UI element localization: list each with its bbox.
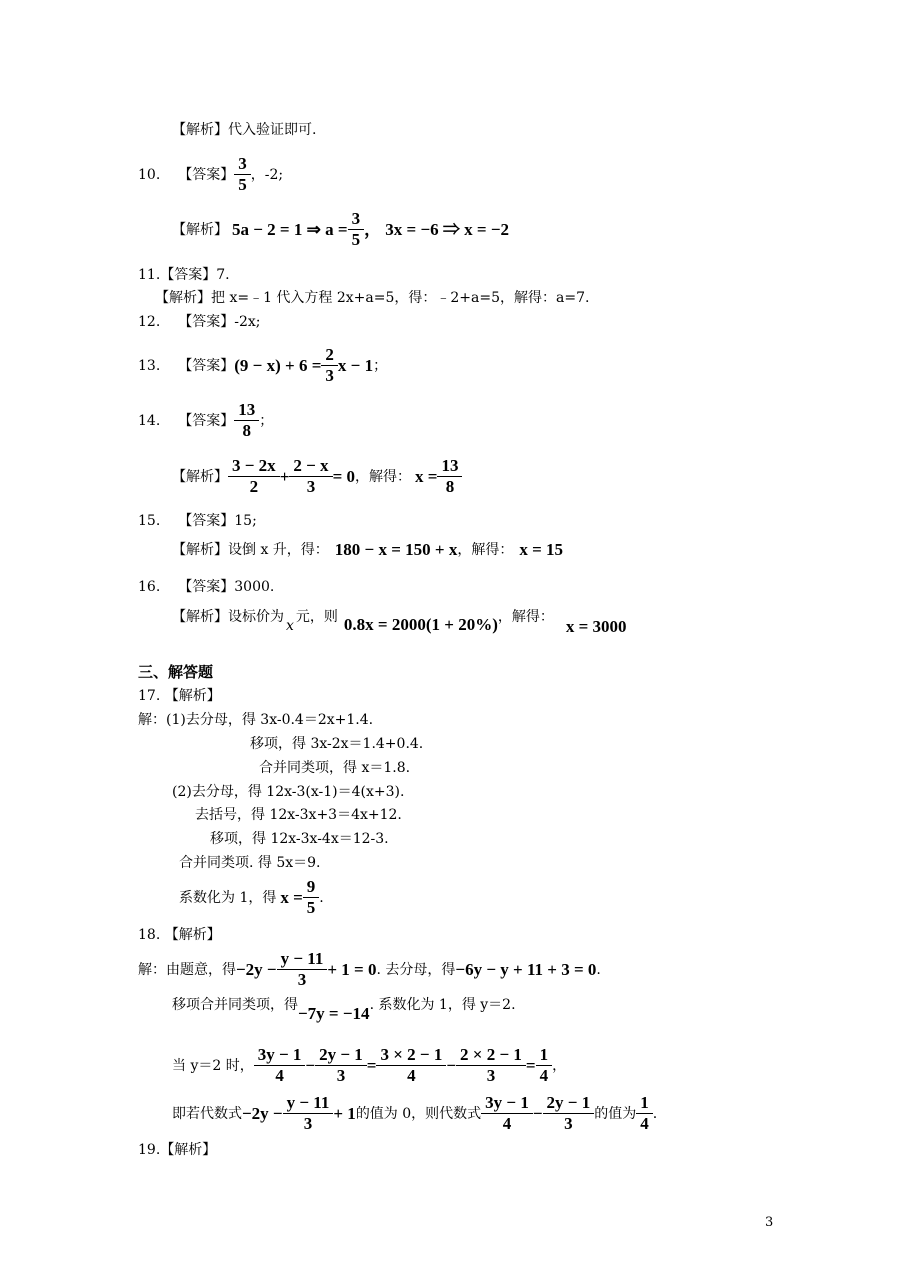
- q10-eq-frac-num: 3: [351, 209, 361, 228]
- q18-line4-frac1: [483, 1094, 531, 1133]
- q17-line8-end: .: [319, 889, 324, 906]
- q9-analysis: [172, 121, 316, 139]
- q14-frac-num: 13: [238, 400, 256, 419]
- q18-head: [138, 926, 221, 944]
- q9-analysis-text: 【解析】代入验证即可.: [172, 122, 317, 138]
- q11-answer-text: 11.【答案】7.: [138, 267, 230, 283]
- section-title: [138, 663, 213, 681]
- q16-answer: [138, 578, 274, 596]
- q15-answer-text: 【答案】15;: [178, 513, 257, 529]
- q18-line1-frac-num: y − 11: [280, 949, 324, 968]
- q15-analysis: [172, 541, 563, 559]
- q18-line4-frac0-num: y − 11: [286, 1093, 330, 1112]
- q13-end: ；: [373, 357, 388, 374]
- q18-line4-frac2-den: 3: [543, 1113, 595, 1133]
- q18-line4-minus: −: [532, 1103, 543, 1123]
- q14-eq0: = 0: [332, 466, 355, 486]
- q17-fraction: [305, 878, 318, 917]
- q14-answer-end: ；: [259, 412, 274, 429]
- q16-number: 16.: [138, 579, 161, 595]
- q14-frac2: [291, 457, 330, 496]
- q17-head-text: 17. 【解析】: [138, 688, 221, 704]
- q18-line1-m1: −2y −: [236, 959, 277, 979]
- q10-answer-label: 【答案】: [178, 166, 235, 183]
- q18-line3-frac4-den: 3: [456, 1065, 526, 1085]
- q14-mid: ，解得：: [355, 468, 411, 485]
- q10-frac-den: 5: [234, 174, 251, 194]
- q18-line4-end: .: [652, 1105, 658, 1122]
- q18-line2-b: . 系数化为 1，得 y＝2.: [369, 997, 516, 1013]
- q14-analysis: [172, 457, 462, 496]
- q17-line1: [138, 711, 373, 729]
- q18-line4-c: 的值为: [594, 1105, 637, 1122]
- q16-result: x = 3000: [565, 617, 627, 636]
- q11-analysis: [155, 289, 589, 307]
- q14-frac3-den: 8: [437, 476, 462, 496]
- q18-line3-frac2: [317, 1046, 365, 1085]
- q15-result: x = 15: [519, 540, 564, 559]
- q18-line1-m2: + 1 = 0: [327, 959, 377, 979]
- q10-number: 10.: [138, 166, 161, 183]
- q10-fraction: [236, 155, 249, 194]
- q18-line2: [172, 996, 516, 1023]
- q18-line3-a: 当 y＝2 时，: [172, 1057, 254, 1074]
- q17-line8: [179, 878, 324, 917]
- q18-line4: [172, 1094, 657, 1133]
- q18-line4-frac3: [638, 1094, 651, 1133]
- q16-eq: 0.8x = 2000(1 + 20%): [343, 615, 498, 634]
- q19-head-text: 19.【解析】: [138, 1142, 217, 1158]
- q18-line3-end: ，: [552, 1057, 567, 1074]
- q18-line2-a: 移项合并同类项，得: [172, 997, 298, 1013]
- q18-line4-m2: + 1: [333, 1103, 356, 1123]
- q18-line1-m3: −6y − y + 11 + 3 = 0: [455, 959, 597, 979]
- q17-line4: [172, 783, 404, 801]
- q10-eq-fraction: [350, 210, 363, 249]
- q17-frac-den: 5: [303, 897, 320, 917]
- q19-head: [138, 1141, 216, 1159]
- q14-number: 14.: [138, 412, 161, 429]
- q18-line1-b: . 去分母，得: [376, 961, 456, 978]
- q13-frac-num: 2: [325, 345, 334, 364]
- q13-answer-label: 【答案】: [178, 357, 235, 374]
- q18-line3-frac2-den: 3: [315, 1065, 367, 1085]
- q16-mid: ，解得：: [497, 609, 554, 625]
- q18-line3-frac1-num: 3y − 1: [257, 1045, 302, 1064]
- q16-yuan: 元，则: [295, 609, 338, 625]
- q18-line1: [138, 950, 601, 989]
- q18-line3-frac5: [538, 1046, 551, 1085]
- q17-head: [138, 687, 221, 705]
- q18-line3-frac5-num: 1: [539, 1045, 549, 1064]
- q17-line2: [250, 735, 423, 753]
- q14-x: x =: [415, 466, 438, 486]
- q18-line4-b: 的值为 0，则代数式: [355, 1105, 482, 1122]
- q10-eq2: ， 3x = −6 ⇒ x = −2: [364, 219, 510, 239]
- q18-line3: [172, 1046, 566, 1085]
- q18-line3-frac1: [256, 1046, 304, 1085]
- q18-line4-frac0-den: 3: [283, 1113, 334, 1133]
- q18-line4-frac1-den: 4: [481, 1113, 533, 1133]
- q13-frac-den: 3: [321, 365, 338, 385]
- q17-line3-text: 合并同类项，得 x＝1.8.: [259, 760, 411, 776]
- page-number: 3: [765, 1215, 774, 1230]
- q16-analysis-text: 【解析】设标价为: [172, 609, 284, 625]
- q10-analysis-label: 【解析】: [172, 221, 228, 238]
- q18-line4-frac2-num: 2y − 1: [546, 1093, 591, 1112]
- q16-x: x: [286, 618, 294, 634]
- q13-eq2: x − 1: [337, 355, 374, 375]
- q18-line1-frac-den: 3: [277, 969, 328, 989]
- q18-line3-eq1: =: [366, 1055, 377, 1075]
- q14-frac1-den: 2: [228, 476, 280, 496]
- q18-line4-frac1-num: 3y − 1: [485, 1093, 529, 1112]
- q18-line3-frac5-den: 4: [536, 1065, 553, 1085]
- q18-line3-frac3-den: 4: [376, 1065, 446, 1085]
- q18-line4-m1: −2y −: [242, 1103, 283, 1123]
- q18-line2-m: −7y = −14: [298, 1004, 370, 1023]
- q13-eq1: (9 − x) + 6 =: [234, 355, 322, 375]
- q18-line3-minus2: −: [446, 1055, 457, 1075]
- q17-line3: [259, 759, 410, 777]
- q10-eq1: 5a − 2 = 1 ⇒ a =: [232, 219, 348, 239]
- q13-answer: [138, 346, 387, 385]
- q10-answer-rest: ，-2;: [250, 166, 284, 183]
- q14-analysis-label: 【解析】: [172, 468, 228, 485]
- q17-line5-text: 去括号，得 12x-3x+3＝4x+12.: [195, 807, 402, 823]
- q17-line6-text: 移项，得 12x-3x-4x＝12-3.: [210, 831, 389, 847]
- q17-line5: [195, 806, 402, 824]
- q17-frac-num: 9: [306, 877, 316, 896]
- section-title-text: 三、解答题: [138, 663, 214, 681]
- q18-line3-minus1: −: [305, 1055, 316, 1075]
- q12-answer-text: 【答案】-2x;: [178, 314, 261, 330]
- q18-line1-fraction: [279, 950, 326, 989]
- q17-line2-text: 移项，得 3x-2x＝1.4+0.4.: [250, 736, 424, 752]
- q15-number: 15.: [138, 513, 161, 529]
- q14-answer: [138, 401, 273, 440]
- q12-number: 12.: [138, 314, 161, 330]
- q18-line4-frac3-den: 4: [636, 1113, 653, 1133]
- q18-line3-frac4: [458, 1046, 524, 1085]
- q14-frac1: [230, 457, 278, 496]
- q18-line4-frac0: [285, 1094, 332, 1133]
- q14-answer-label: 【答案】: [178, 412, 235, 429]
- q17-line7-text: 合并同类项. 得 5x＝9.: [179, 855, 321, 871]
- q18-line3-frac2-num: 2y − 1: [319, 1045, 363, 1064]
- q18-head-text: 18. 【解析】: [138, 927, 221, 943]
- q11-answer: [138, 266, 230, 284]
- q11-analysis-text: 【解析】把 x=﹣1 代入方程 2x+a=5，得：﹣2+a=5，解得：a=7.: [155, 290, 590, 306]
- q17-line4-text: (2)去分母，得 12x-3(x-1)＝4(x+3).: [172, 784, 405, 800]
- q15-answer: [138, 512, 257, 530]
- q10-frac-num: 3: [238, 154, 247, 173]
- q13-fraction: [323, 346, 336, 385]
- q18-line3-eq2: =: [525, 1055, 536, 1075]
- q18-line4-frac2: [545, 1094, 593, 1133]
- q14-frac1-num: 3 − 2x: [232, 456, 276, 475]
- q16-analysis: [172, 608, 627, 636]
- q18-line4-a: 即若代数式: [172, 1105, 242, 1122]
- q14-frac2-num: 2 − x: [293, 456, 329, 475]
- q14-fraction: [236, 401, 257, 440]
- q18-line1-a: 解：由题意，得: [138, 961, 236, 978]
- q18-line1-c: .: [596, 961, 601, 978]
- q14-frac3-num: 13: [441, 456, 459, 475]
- q13-number: 13.: [138, 357, 161, 374]
- q15-analysis-text: 【解析】设倒 x 升，得：: [172, 542, 329, 558]
- q14-frac3: [439, 457, 460, 496]
- q18-line3-frac4-num: 2 × 2 − 1: [460, 1045, 522, 1064]
- q10-analysis: [172, 210, 509, 249]
- q14-frac2-den: 3: [289, 476, 332, 496]
- q18-line3-frac1-den: 4: [254, 1065, 306, 1085]
- q18-line4-frac3-num: 1: [640, 1093, 649, 1112]
- q10-answer: [138, 155, 283, 194]
- q17-line7: [179, 854, 321, 872]
- q17-line8-x: x =: [280, 887, 303, 907]
- q15-mid: ，解得：: [457, 542, 514, 558]
- q17-line1-text: 解：(1)去分母，得 3x-0.4＝2x+1.4.: [138, 712, 374, 728]
- q10-eq-frac-den: 5: [348, 229, 365, 249]
- q18-line3-frac3: [378, 1046, 444, 1085]
- q14-plus: +: [279, 466, 290, 486]
- q12-answer: [138, 313, 261, 331]
- q16-answer-text: 【答案】3000.: [178, 579, 275, 595]
- q15-eq: 180 − x = 150 + x: [334, 540, 458, 559]
- q17-line8-text: 系数化为 1，得: [179, 889, 277, 906]
- q14-frac-den: 8: [234, 420, 259, 440]
- q17-line6: [210, 830, 389, 848]
- q18-line3-frac3-num: 3 × 2 − 1: [380, 1045, 443, 1064]
